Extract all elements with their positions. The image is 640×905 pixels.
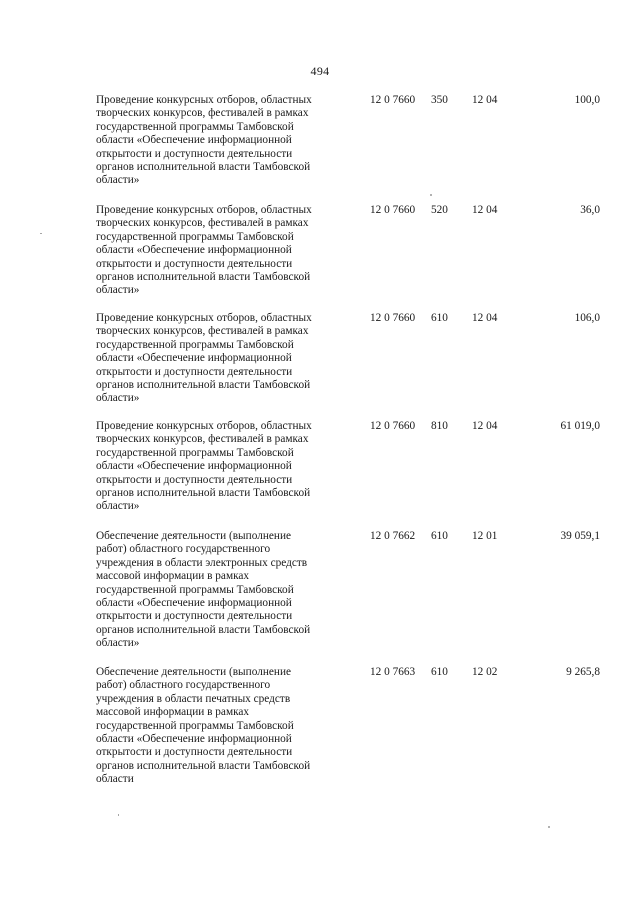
scan-speck: [118, 814, 119, 816]
row-target-code: 12 0 7660: [370, 94, 416, 106]
row-amount: 61 019,0: [560, 420, 600, 432]
row-description: Проведение конкурсных отборов, областных творческих конкурсов, фестивалей в рамках государственной программы Тамбовской области «Обеспечение информационной открытости и доступности деятельности органов исполнительной власти Тамбовской области»: [96, 94, 312, 187]
page-number: 494: [310, 64, 330, 78]
row-target-code: 12 0 7660: [370, 204, 416, 216]
row-description: Обеспечение деятельности (выполнение работ) областного государственного учреждения в области печатных средств массовой информации в рамках государственной программы Тамбовской области «Обеспечение информационной открытости и доступности деятельности органов исполнительной власти Тамбовской области: [96, 666, 311, 786]
row-target-code: 12 0 7662: [370, 530, 416, 542]
row-expense-type: 610: [431, 666, 448, 678]
row-expense-type: 610: [431, 312, 448, 324]
row-section-code: 12 04: [472, 94, 498, 106]
row-target-code: 12 0 7660: [370, 420, 416, 432]
row-section-code: 12 04: [472, 420, 498, 432]
row-description: Обеспечение деятельности (выполнение работ) областного государственного учреждения в области электронных средств массовой информации в рамках государственной программы Тамбовской области «Обеспечение информационной открытости и доступности деятельности органов исполнительной власти Тамбовской области»: [96, 530, 311, 650]
row-amount: 100,0: [574, 94, 600, 106]
row-description: Проведение конкурсных отборов, областных творческих конкурсов, фестивалей в рамках государственной программы Тамбовской области «Обеспечение информационной открытости и доступности деятельности органов исполнительной власти Тамбовской области»: [96, 312, 312, 405]
scan-speck: [40, 233, 42, 234]
row-section-code: 12 04: [472, 204, 498, 216]
scan-speck: [430, 194, 432, 196]
row-expense-type: 520: [431, 204, 448, 216]
row-description: Проведение конкурсных отборов, областных творческих конкурсов, фестивалей в рамках государственной программы Тамбовской области «Обеспечение информационной открытости и доступности деятельности органов исполнительной власти Тамбовской области»: [96, 204, 312, 297]
row-expense-type: 350: [431, 94, 448, 106]
row-section-code: 12 01: [472, 530, 498, 542]
row-section-code: 12 02: [472, 666, 498, 678]
row-target-code: 12 0 7660: [370, 312, 416, 324]
row-section-code: 12 04: [472, 312, 498, 324]
row-expense-type: 610: [431, 530, 448, 542]
scan-speck: [548, 826, 550, 828]
row-amount: 39 059,1: [560, 530, 600, 542]
row-description: Проведение конкурсных отборов, областных творческих конкурсов, фестивалей в рамках государственной программы Тамбовской области «Обеспечение информационной открытости и доступности деятельности органов исполнительной власти Тамбовской области»: [96, 420, 312, 513]
row-amount: 9 265,8: [566, 666, 600, 678]
row-expense-type: 810: [431, 420, 448, 432]
row-target-code: 12 0 7663: [370, 666, 416, 678]
row-amount: 106,0: [574, 312, 600, 324]
row-amount: 36,0: [580, 204, 600, 216]
